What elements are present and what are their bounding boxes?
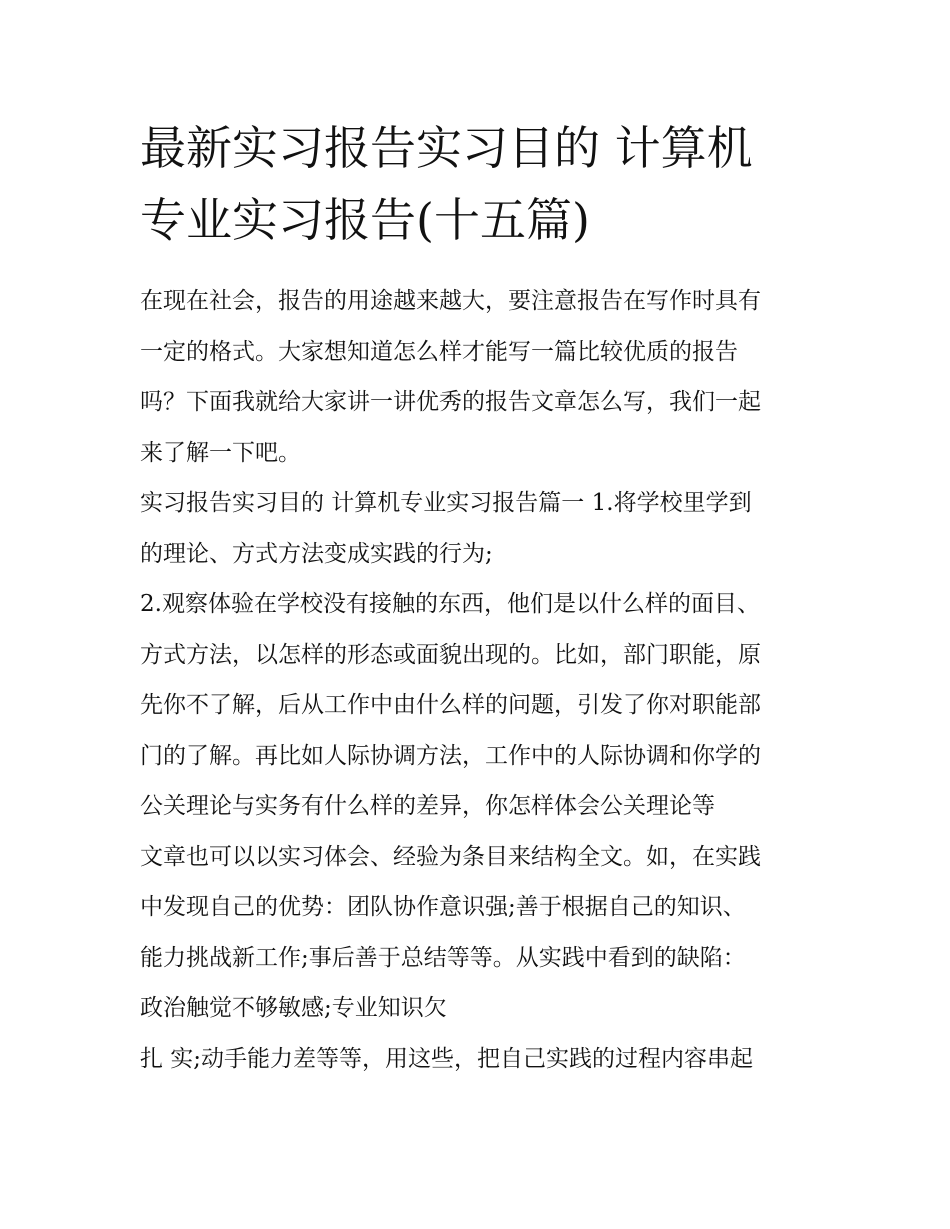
body-line: 政治触觉不够敏感;专业知识欠 — [140, 995, 447, 1021]
body-line: 扎 实;动手能力差等等，用这些，把自己实践的过程内容串起 — [140, 1045, 754, 1072]
body-line: 门的了解。再比如人际协调方法，工作中的人际协调和你学的 — [140, 742, 761, 769]
body-line: 公关理论与实务有什么样的差异，你怎样体会公关理论等 — [140, 793, 715, 819]
body-line: 一定的格式。大家想知道怎么样才能写一篇比较优质的报告 — [140, 338, 738, 365]
body-line: 来了解一下吧。 — [140, 439, 301, 466]
document-body — [140, 276, 820, 1084]
title-line-2: 专业实习报告(十五篇) — [140, 193, 590, 247]
body-line: 实习报告实习目的 计算机专业实习报告篇一 1.将学校里学到 — [140, 490, 752, 516]
body-line: 先你不了解，后从工作中由什么样的问题，引发了你对职能部 — [140, 692, 761, 718]
body-line: 吗？下面我就给大家讲一讲优秀的报告文章怎么写，我们一起 — [140, 389, 761, 415]
title-line-1: 最新实习报告实习目的 计算机 — [140, 121, 753, 175]
body-line: 2.观察体验在学校没有接触的东西，他们是以什么样的面目、 — [140, 591, 760, 617]
document-title — [140, 112, 820, 256]
body-line: 在现在社会，报告的用途越来越大，要注意报告在写作时具有 — [140, 288, 761, 314]
body-line: 文章也可以以实习体会、经验为条目来结构全文。如，在实践 — [140, 843, 761, 870]
body-line: 方式方法，以怎样的形态或面貌出现的。比如，部门职能，原 — [140, 641, 761, 668]
body-line: 中发现自己的优势：团队协作意识强;善于根据自己的知识、 — [140, 894, 746, 920]
body-line: 的理论、方式方法变成实践的行为; — [140, 540, 493, 567]
body-line: 能力挑战新工作;事后善于总结等等。从实践中看到的缺陷： — [140, 944, 746, 971]
